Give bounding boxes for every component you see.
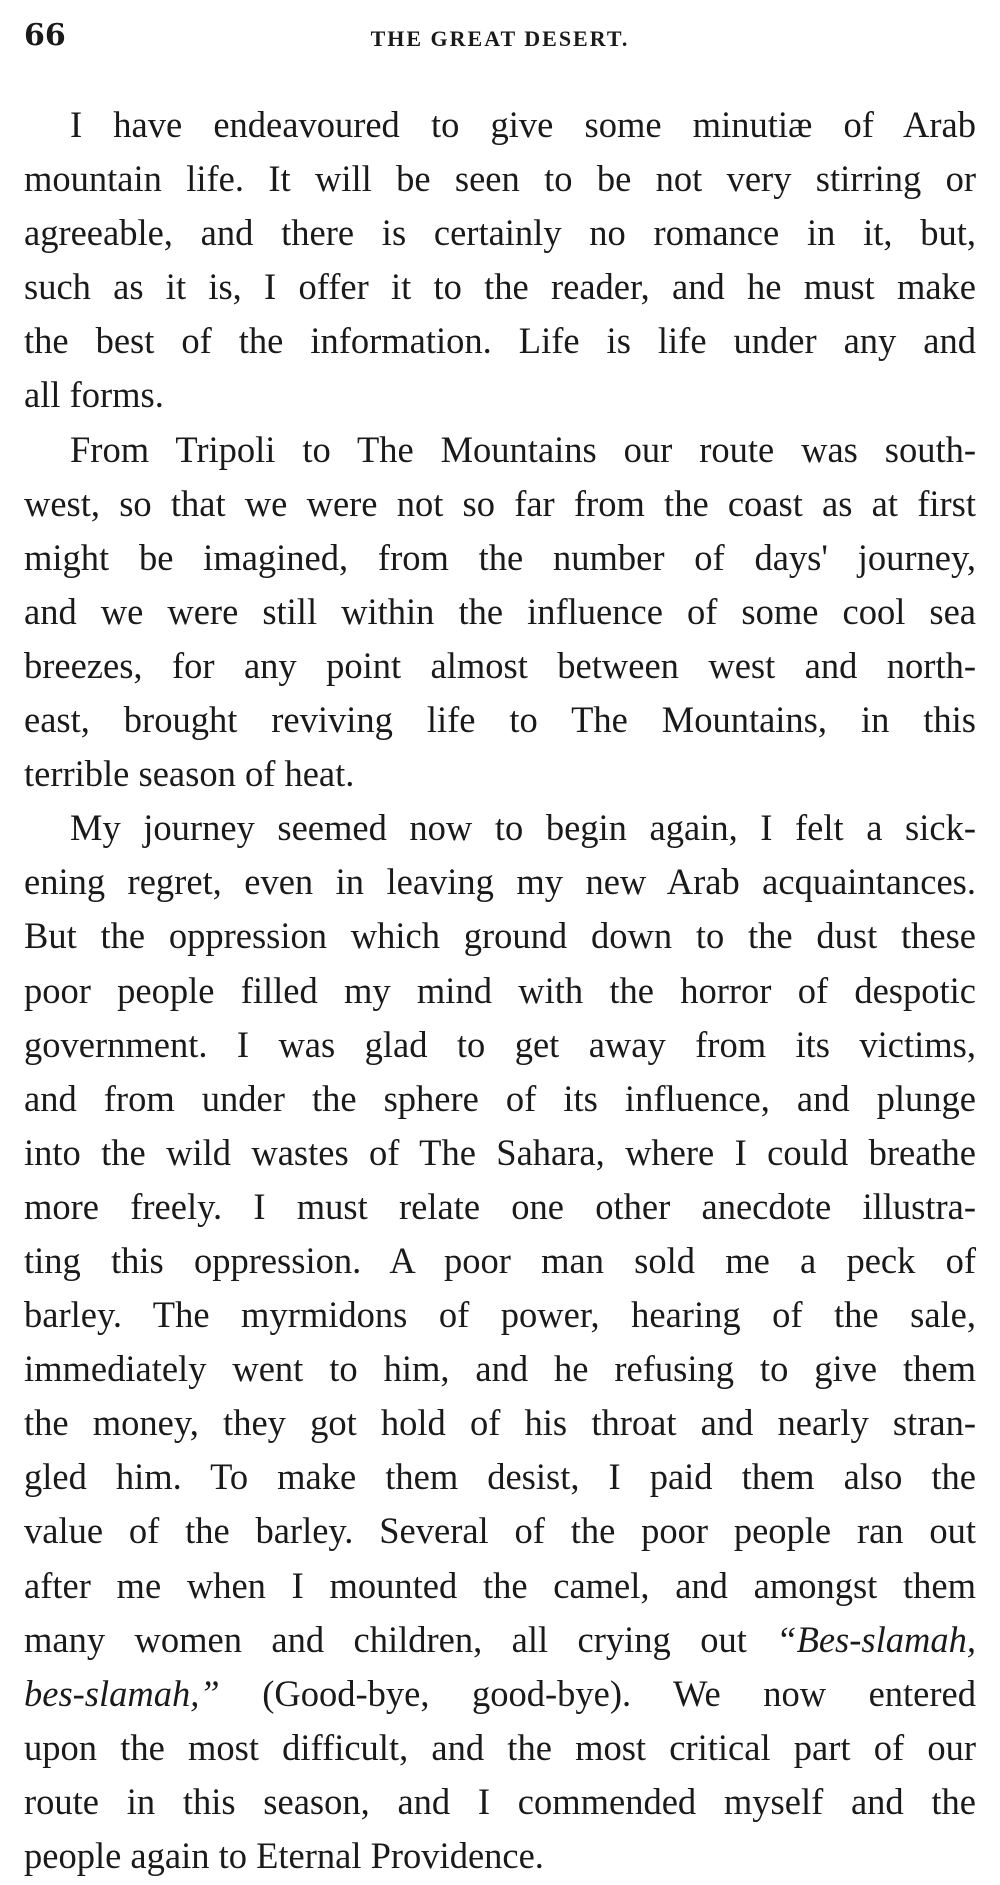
text-line: barley. The myrmidons of power, hearing of the sale,: [24, 1294, 976, 1336]
paragraph-2: [24, 423, 976, 802]
text-line: government. I was glad to get away from its victims,: [24, 1023, 976, 1065]
text-line-with-italic: [24, 1613, 976, 1667]
text-line: east, brought reviving life to The Mountains, in this: [24, 699, 976, 741]
text-line: into the wild wastes of The Sahara, where I could breathe: [24, 1131, 976, 1173]
body-text: [24, 98, 976, 1883]
text-line: and from under the sphere of its influence, and plunge: [24, 1077, 976, 1119]
text-segment: many women and children, all crying out: [24, 1618, 777, 1660]
text-line: west, so that we were not so far from the coast as at first: [24, 482, 976, 524]
text-line: more freely. I must relate one other anecdote illustra-: [24, 1185, 976, 1227]
paragraph-1: [24, 98, 976, 423]
text-line: mountain life. It will be seen to be not very stirring or: [24, 158, 976, 200]
text-line: I have endeavoured to give some minutiæ of Arab: [70, 104, 976, 145]
text-line: all forms.: [24, 374, 164, 416]
text-line: might be imagined, from the number of days' journey,: [24, 536, 976, 578]
text-line: agreeable, and there is certainly no romance in it, but,: [24, 212, 976, 254]
text-line: My journey seemed now to begin again, I felt a sick-: [70, 807, 976, 849]
text-line: route in this season, and I commended myself and the: [24, 1780, 976, 1822]
text-line: But the oppression which ground down to the dust these: [24, 915, 976, 957]
text-line: From Tripoli to The Mountains our route was south-: [70, 428, 976, 470]
text-line: breezes, for any point almost between west and north-: [24, 644, 976, 686]
running-title: THE GREAT DESERT.: [370, 26, 630, 51]
italic-phrase: bes-slamah,”: [24, 1672, 220, 1714]
text-line: value of the barley. Several of the poor people ran out: [24, 1510, 976, 1552]
text-line: such as it is, I offer it to the reader, and he must make: [24, 266, 976, 308]
text-line: immediately went to him, and he refusing to give them: [24, 1348, 976, 1390]
italic-phrase: “Bes-slamah,: [776, 1618, 976, 1660]
text-line: upon the most difficult, and the most critical part of our: [24, 1726, 976, 1768]
text-line: after me when I mounted the camel, and amongst them: [24, 1564, 976, 1606]
text-line: people again to Eternal Providence.: [24, 1835, 544, 1876]
text-line: gled him. To make them desist, I paid them also the: [24, 1456, 976, 1498]
text-line: terrible season of heat.: [24, 753, 355, 795]
paragraph-3: [24, 801, 976, 1883]
text-line: poor people filled my mind with the horror of despotic: [24, 969, 976, 1011]
text-line: ening regret, even in leaving my new Arab acquaintances.: [24, 861, 976, 903]
text-segment: (Good-bye, good-bye). We now entered: [219, 1672, 976, 1714]
text-line-with-italic: [24, 1667, 976, 1721]
running-head: [24, 18, 976, 58]
text-line: the money, they got hold of his throat and nearly stran-: [24, 1402, 976, 1444]
text-line: ting this oppression. A poor man sold me a peck of: [24, 1239, 976, 1281]
text-line: and we were still within the influence of some cool sea: [24, 590, 976, 632]
page-number: 66: [24, 18, 66, 53]
text-line: the best of the information. Life is life under any and: [24, 320, 976, 362]
